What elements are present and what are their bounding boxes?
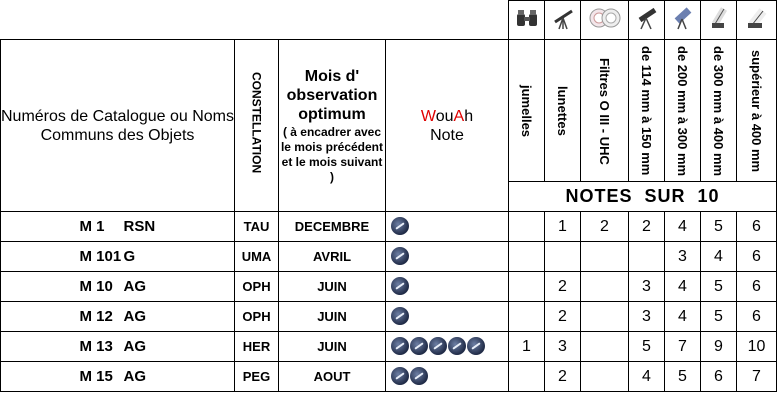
object-type: AG [123, 278, 146, 296]
object-column-header [1, 40, 235, 212]
month-cell: JUIN [279, 272, 386, 302]
object-number: M 101 [79, 248, 122, 266]
object-type: AG [123, 308, 146, 326]
comet-rating-icon [391, 307, 409, 325]
score-cell [509, 212, 545, 242]
dobsonian-telescope-icon [701, 1, 737, 40]
equipment-header-114-150: de 114 mm à 150 mm [629, 40, 665, 182]
object-cell [1, 242, 235, 272]
comet-rating-icon [410, 367, 428, 385]
score-cell: 4 [665, 212, 701, 242]
constellation-cell: PEG [235, 362, 279, 392]
constellation-column-header [235, 40, 279, 212]
header-row [1, 40, 777, 182]
month-cell: DECEMBRE [279, 212, 386, 242]
object-cell [1, 212, 235, 242]
comet-rating-icon [391, 217, 409, 235]
score-cell [581, 362, 629, 392]
score-cell: 5 [701, 212, 737, 242]
score-cell: 5 [629, 332, 665, 362]
object-type: AG [123, 338, 146, 356]
equipment-icons-row [1, 1, 777, 40]
object-type: RSN [123, 218, 156, 236]
table-row [1, 362, 777, 392]
table-row [1, 302, 777, 332]
month-column-header [279, 40, 386, 212]
score-cell: 3 [629, 272, 665, 302]
score-cell [545, 242, 581, 272]
newtonian-telescope-icon [629, 1, 665, 40]
score-cell: 2 [581, 212, 629, 242]
constellation-cell: OPH [235, 302, 279, 332]
large-telescope-icon [665, 1, 701, 40]
object-column-label: Numéros de Catalogue ou Noms Communs des Objets [1, 107, 235, 144]
wouah-column-header [386, 40, 509, 212]
giant-dobsonian-icon [737, 1, 777, 40]
constellation-cell: OPH [235, 272, 279, 302]
score-cell [581, 302, 629, 332]
score-cell: 6 [737, 302, 777, 332]
constellation-cell: HER [235, 332, 279, 362]
score-cell [509, 362, 545, 392]
wouah-rating-cell [386, 242, 509, 272]
comet-rating-icon [391, 247, 409, 265]
score-cell [581, 272, 629, 302]
binoculars-icon [509, 1, 545, 40]
comet-rating-icon [391, 337, 409, 355]
score-cell: 4 [629, 362, 665, 392]
filters-icon [581, 1, 629, 40]
wouah-rating-cell [386, 212, 509, 242]
score-cell: 2 [545, 302, 581, 332]
comet-rating-icon [429, 337, 447, 355]
constellation-cell: TAU [235, 212, 279, 242]
equipment-header-400-plus: supérieur à 400 mm [737, 40, 777, 182]
month-cell: AOUT [279, 362, 386, 392]
wouah-rating-cell [386, 302, 509, 332]
score-cell: 6 [737, 212, 777, 242]
score-cell: 4 [701, 242, 737, 272]
note-label: Note [430, 126, 464, 144]
equipment-header-200-300: de 200 mm à 300 mm [665, 40, 701, 182]
score-cell: 9 [701, 332, 737, 362]
score-cell: 6 [701, 362, 737, 392]
score-cell [509, 242, 545, 272]
equipment-header-filters: Filtres O III - UHC [581, 40, 629, 182]
score-cell: 2 [545, 362, 581, 392]
wouah-rating-cell [386, 362, 509, 392]
constellation-cell: UMA [235, 242, 279, 272]
comet-rating-icon [391, 277, 409, 295]
score-cell: 5 [665, 362, 701, 392]
constellation-column-label: CONSTELLATION [249, 72, 264, 174]
score-cell [509, 302, 545, 332]
score-cell: 5 [701, 272, 737, 302]
object-number: M 15 [79, 368, 113, 386]
table-row [1, 242, 777, 272]
wouah-rating-cell [386, 332, 509, 362]
object-number: M 1 [79, 218, 105, 236]
score-cell: 2 [545, 272, 581, 302]
month-cell: AVRIL [279, 242, 386, 272]
score-cell: 1 [509, 332, 545, 362]
score-cell: 7 [665, 332, 701, 362]
score-cell [509, 272, 545, 302]
object-number: M 12 [79, 308, 113, 326]
wouah-rating-cell [386, 272, 509, 302]
table-row [1, 272, 777, 302]
score-cell: 7 [737, 362, 777, 392]
refractor-telescope-icon [545, 1, 581, 40]
notes-sur-10-label: NOTES SUR 10 [509, 182, 777, 212]
score-cell: 6 [737, 242, 777, 272]
object-type: AG [123, 368, 146, 386]
score-cell: 3 [629, 302, 665, 332]
object-number: M 13 [79, 338, 113, 356]
month-cell: JUIN [279, 332, 386, 362]
equipment-header-300-400: de 300 mm à 400 mm [701, 40, 737, 182]
month-column-note: ( à encadrer avec le mois précédent et le mois suivant ) [280, 124, 384, 184]
wouah-label: WouAh [420, 107, 474, 125]
score-cell: 3 [545, 332, 581, 362]
comet-rating-icon [448, 337, 466, 355]
score-cell: 1 [545, 212, 581, 242]
comet-rating-icon [467, 337, 485, 355]
score-cell: 4 [665, 302, 701, 332]
score-cell: 10 [737, 332, 777, 362]
score-cell: 6 [737, 272, 777, 302]
equipment-header-refractor: lunettes [545, 40, 581, 182]
score-cell: 2 [629, 212, 665, 242]
object-cell [1, 302, 235, 332]
score-cell: 3 [665, 242, 701, 272]
score-cell: 5 [701, 302, 737, 332]
score-cell [629, 242, 665, 272]
comet-rating-icon [410, 337, 428, 355]
object-cell [1, 362, 235, 392]
object-cell [1, 272, 235, 302]
object-type: G [123, 248, 136, 266]
comet-rating-icon [391, 367, 409, 385]
score-cell [581, 332, 629, 362]
table-row [1, 332, 777, 362]
score-cell [581, 242, 629, 272]
score-cell: 4 [665, 272, 701, 302]
month-column-title: Mois d' observation optimum [286, 67, 378, 123]
month-cell: JUIN [279, 302, 386, 332]
object-cell [1, 332, 235, 362]
equipment-header-binoculars: jumelles [509, 40, 545, 182]
table-row [1, 212, 777, 242]
object-number: M 10 [79, 278, 113, 296]
